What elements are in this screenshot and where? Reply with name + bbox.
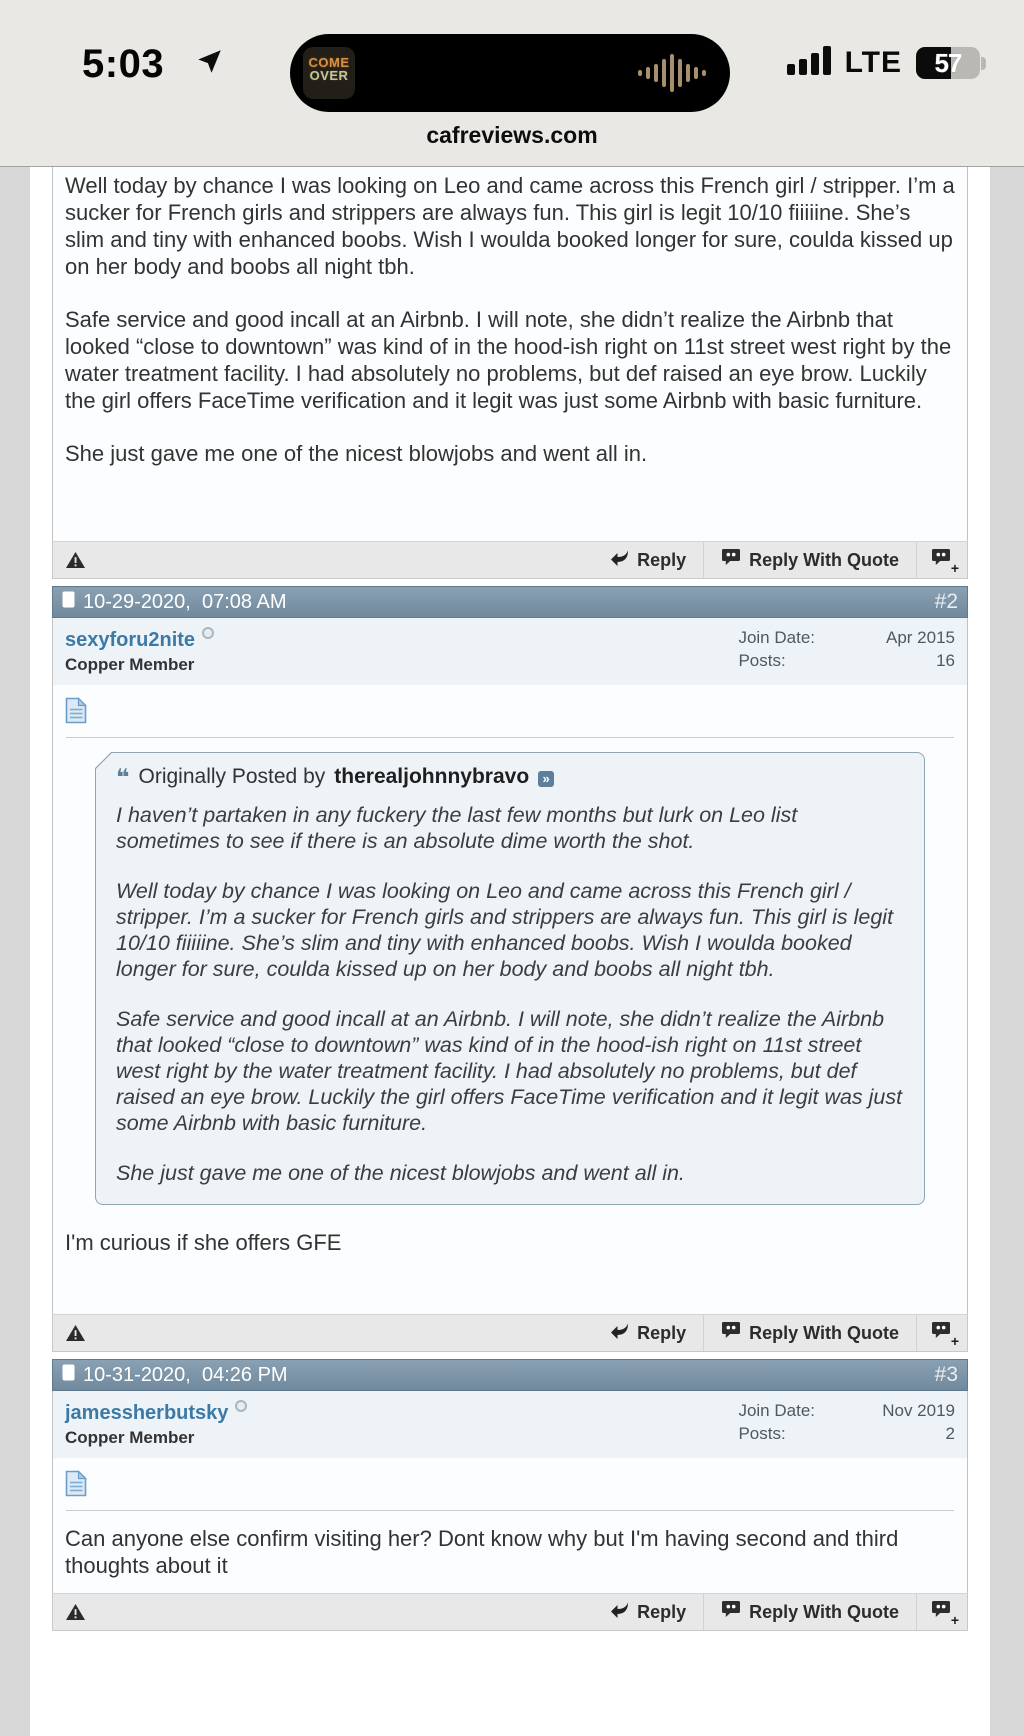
post-paragraph: She just gave me one of the nicest blowjobs and went all in. (65, 441, 648, 466)
quote-paragraph: Well today by chance I was looking on Leo and came across this French girl / stripper. I’m a sucker for French girls and strippers are always fun. This girl is legit 10/10 fiiiiine. She’s slim and tiny with enhanced boobs. Wish I woulda booked longer for sure, coulda kissed up on her body and boobs all night tbh. (116, 879, 894, 981)
quote-notch (95, 752, 112, 769)
posts-label: Posts: (738, 1424, 786, 1443)
cellular-signal-icon (787, 46, 831, 80)
post-3-header (52, 1359, 968, 1391)
album-art-title-line1: COME (308, 55, 350, 70)
post-icon-row (65, 1468, 955, 1502)
multi-quote-icon (931, 1321, 951, 1345)
multi-quote-icon (931, 548, 951, 572)
report-post-button[interactable] (65, 1603, 86, 1621)
quote-wrap (95, 752, 925, 1205)
url-text[interactable]: cafreviews.com (426, 122, 598, 148)
post-1-action-bar (52, 541, 968, 579)
quote-paragraph: I haven’t partaken in any fuckery the last few months but lurk on Leo list sometimes to see if there is an absolute dime worth the shot. (116, 803, 798, 853)
album-art (303, 47, 355, 99)
post-1-message (65, 172, 955, 467)
posts-value: 16 (936, 651, 955, 670)
default-post-icon (65, 1484, 87, 1501)
default-post-icon (65, 711, 87, 728)
battery-icon (916, 47, 982, 79)
post-gap (52, 1352, 968, 1359)
join-date-value: Nov 2019 (882, 1401, 955, 1420)
reply-with-quote-button[interactable] (704, 1315, 916, 1351)
post-3-message: Can anyone else confirm visiting her? Dont know why but I'm having second and third thoughts about it (65, 1526, 899, 1578)
report-post-button[interactable] (65, 1324, 86, 1342)
originally-posted-by-label: Originally Posted by (138, 765, 326, 788)
forum-page (30, 167, 990, 1736)
post-3-body (52, 1458, 968, 1593)
reply-button[interactable] (593, 1315, 703, 1351)
post-paragraph: Safe service and good incall at an Airbnb. I will note, she didn’t realize the Airbnb that looked “close to downtown” was kind of in the hood-ish right on 11st street west right by the water treatment facility. I had absolutely no problems, but def raised an eye brow. Luckily the girl offers FaceTime verification and it legit was just some Airbnb with basic furniture. (65, 307, 952, 413)
plus-badge: + (950, 1612, 959, 1628)
reply-button[interactable] (593, 542, 703, 578)
quote-body (116, 802, 904, 1186)
battery-cap (981, 57, 986, 70)
post-status-icon (62, 1364, 75, 1386)
post-2-action-bar (52, 1314, 968, 1352)
post-actions (593, 1594, 959, 1630)
quote-bubble-icon (721, 1600, 741, 1624)
reply-with-quote-label: Reply With Quote (749, 1601, 899, 1622)
reply-with-quote-button[interactable] (704, 1594, 916, 1630)
post-gap (52, 579, 968, 586)
post-date: 10-29-2020, 07:08 AM (83, 590, 287, 613)
quote-paragraph: She just gave me one of the nicest blowjobs and went all in. (116, 1161, 685, 1185)
user-title: Copper Member (65, 655, 195, 674)
multi-quote-button[interactable] (917, 1315, 959, 1351)
post-number-link[interactable]: #2 (934, 590, 958, 613)
post-1-partial (52, 167, 968, 579)
quote-header (116, 765, 904, 789)
reply-label: Reply (637, 1601, 687, 1622)
user-stats (738, 627, 955, 675)
network-type-label: LTE (844, 46, 902, 79)
reply-with-quote-button[interactable] (704, 542, 916, 578)
plus-badge: + (950, 560, 959, 576)
reply-button[interactable] (593, 1594, 703, 1630)
multi-quote-button[interactable] (917, 1594, 959, 1630)
location-arrow-icon (196, 48, 223, 80)
reply-with-quote-label: Reply With Quote (749, 549, 899, 570)
reply-icon (610, 1322, 629, 1345)
battery-percent: 57 (934, 47, 962, 78)
post-2-header (52, 586, 968, 618)
post-3 (52, 1359, 968, 1631)
dynamic-island-media-player[interactable] (290, 34, 730, 112)
username-link[interactable]: sexyforu2nite (65, 629, 196, 651)
multi-quote-button[interactable] (917, 542, 959, 578)
reply-icon (610, 1601, 629, 1624)
post-divider (66, 737, 954, 738)
post-3-action-bar (52, 1593, 968, 1631)
post-status-icon (62, 591, 75, 613)
user-block (65, 1400, 247, 1448)
join-date-label: Join Date: (738, 628, 815, 647)
post-1-body (52, 167, 968, 541)
post-2-body (52, 685, 968, 1314)
posts-value: 2 (945, 1424, 955, 1443)
join-date-value: Apr 2015 (886, 628, 955, 647)
user-stats (738, 1400, 955, 1448)
reply-icon (610, 549, 629, 572)
post-paragraph: Well today by chance I was looking on Leo and came across this French girl / stripper. I’m a sucker for French girls and strippers are always fun. This girl is legit 10/10 fiiiiine. She’s slim and tiny with enhanced boobs. Wish I woulda booked longer for sure, coulda kissed up on her body and boobs all night tbh. (65, 173, 955, 279)
username-link[interactable]: jamessherbutsky (65, 1402, 229, 1424)
clock: 5:03 (82, 42, 165, 86)
reply-with-quote-label: Reply With Quote (749, 1322, 899, 1343)
post-actions (593, 1315, 959, 1351)
post-3-user-row (52, 1391, 968, 1458)
plus-badge: + (950, 1333, 959, 1349)
quoted-post (95, 752, 925, 1205)
post-icon-row (65, 695, 955, 729)
post-2 (52, 586, 968, 1352)
audio-waveform-icon (638, 54, 706, 92)
user-title: Copper Member (65, 1428, 195, 1447)
post-2-comment: I'm curious if she offers GFE (65, 1230, 342, 1255)
user-offline-status-icon (202, 627, 214, 639)
reply-label: Reply (637, 549, 687, 570)
reply-label: Reply (637, 1322, 687, 1343)
quote-bubble-icon (721, 1321, 741, 1345)
posts-label: Posts: (738, 651, 786, 670)
report-post-button[interactable] (65, 551, 86, 569)
ios-status-bar (0, 0, 1024, 111)
album-art-title-line2: OVER (309, 68, 349, 83)
quote-bubble-icon (721, 548, 741, 572)
user-offline-status-icon (235, 1400, 247, 1412)
post-divider (66, 1510, 954, 1511)
quote-marks-icon: ❝ (116, 763, 130, 790)
post-2-user-row (52, 618, 968, 685)
quoted-author: therealjohnnybravo (334, 765, 530, 788)
quote-paragraph: Safe service and good incall at an Airbnb. I will note, she didn’t realize the Airbnb that looked “close to downtown” was kind of in the hood-ish right on 11st street west right by the water treatment facility. I had absolutely no problems, but def raised an eye brow. Luckily the girl offers FaceTime verification and it legit was just some Airbnb with basic furniture. (116, 1007, 903, 1135)
post-date: 10-31-2020, 04:26 PM (83, 1363, 288, 1386)
view-post-button[interactable]: » (538, 771, 554, 787)
post-number-link[interactable]: #3 (934, 1363, 958, 1386)
user-block (65, 627, 214, 675)
status-bar-right-cluster (787, 46, 982, 80)
safari-url-bar[interactable] (0, 111, 1024, 167)
post-actions (593, 542, 959, 578)
multi-quote-icon (931, 1600, 951, 1624)
join-date-label: Join Date: (738, 1401, 815, 1420)
